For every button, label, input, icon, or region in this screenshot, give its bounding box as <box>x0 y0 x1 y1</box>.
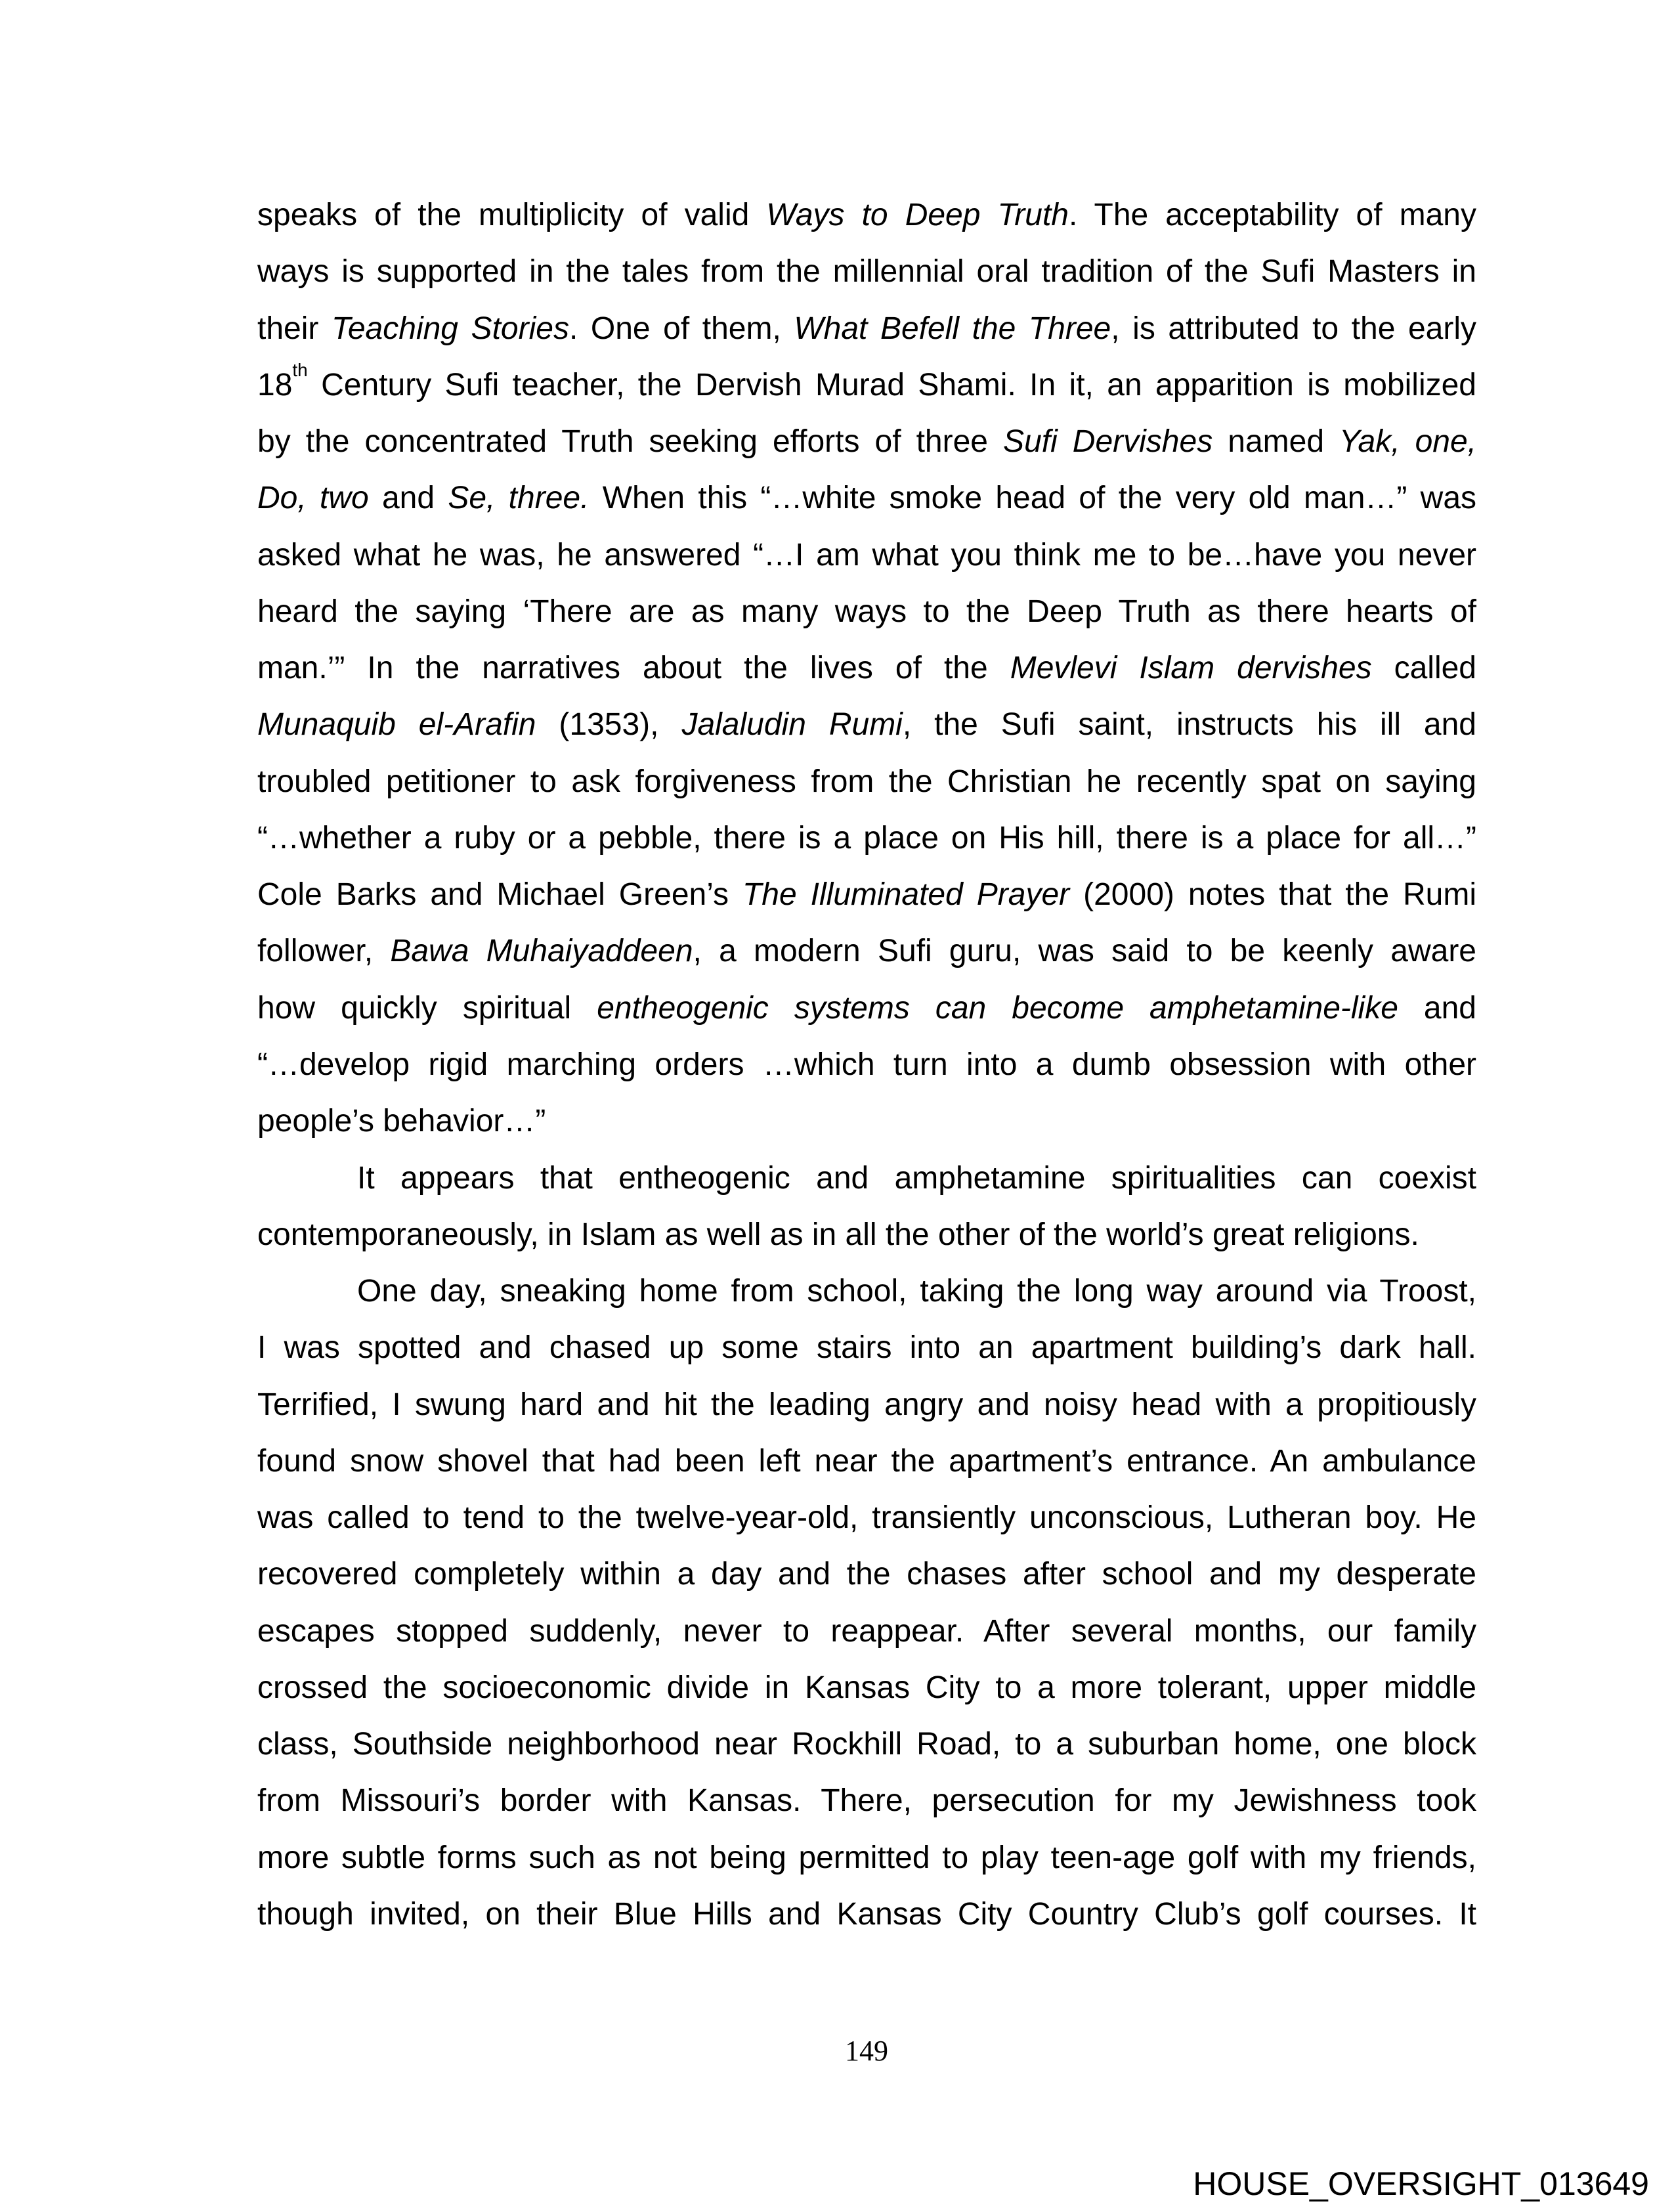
text-segment: escapes stopped suddenly, never to reappear. After several months, our family <box>257 1613 1476 1649</box>
text-line <box>257 584 1476 640</box>
text-line <box>257 1886 1476 1943</box>
text-segment: , is attributed to the early <box>1111 311 1476 346</box>
superscript-text: th <box>292 359 308 380</box>
text-line <box>257 244 1476 300</box>
italic-text: Yak, one, <box>1339 424 1476 460</box>
text-segment: It appears that entheogenic and amphetamine spiritualities can coexist <box>357 1160 1476 1196</box>
italic-text: Do, two <box>257 481 369 516</box>
text-segment: 18 <box>257 367 293 402</box>
text-segment: troubled petitioner to ask forgiveness from the Christian he recently spat on saying <box>257 764 1476 799</box>
italic-text: Ways to Deep Truth <box>766 198 1069 232</box>
text-segment: “…whether a ruby or a pebble, there is a place on His hill, there is a place for all…” <box>257 820 1476 856</box>
text-segment: , the Sufi saint, instructs his ill and <box>902 707 1476 743</box>
italic-text: The Illuminated Prayer <box>742 877 1070 913</box>
text-line <box>257 640 1476 697</box>
text-segment: though invited, on their Blue Hills and Kansas City Country Club’s golf courses. It <box>257 1896 1476 1932</box>
text-line <box>257 470 1476 527</box>
text-segment: . The acceptability of many <box>1068 198 1476 232</box>
text-line <box>257 980 1476 1037</box>
text-segment: by the concentrated Truth seeking efforts of three <box>257 424 1004 460</box>
text-segment: named <box>1213 424 1340 460</box>
text-segment: ways is supported in the tales from the millennial oral tradition of the Sufi Masters in <box>257 254 1476 290</box>
text-segment: I was spotted and chased up some stairs into an apartment building’s dark hall. <box>257 1330 1476 1366</box>
text-segment: (2000) notes that the Rumi <box>1069 877 1477 913</box>
text-line <box>257 1716 1476 1773</box>
text-line <box>257 1150 1476 1207</box>
text-line <box>257 1037 1476 1093</box>
text-segment: Terrified, I swung hard and hit the leading angry and noisy head with a propitiously <box>257 1387 1476 1422</box>
text-segment: and <box>368 481 448 516</box>
text-line <box>257 1207 1476 1263</box>
text-segment: . One of them, <box>569 311 794 346</box>
body-text <box>257 187 1476 1943</box>
text-line <box>257 1320 1476 1376</box>
text-line <box>257 1603 1476 1660</box>
text-line <box>257 1546 1476 1603</box>
document-id-footer: HOUSE_OVERSIGHT_013649 <box>1193 2165 1649 2202</box>
text-line <box>257 357 1476 414</box>
text-line <box>257 1830 1476 1886</box>
text-line <box>257 810 1476 867</box>
italic-text: Bawa Muhaiyaddeen <box>390 934 693 969</box>
text-line <box>257 1660 1476 1716</box>
text-segment: “…develop rigid marching orders …which turn into a dumb obsession with other <box>257 1047 1476 1082</box>
text-segment: recovered completely within a day and the chases after school and my desperate <box>257 1557 1476 1592</box>
italic-text: Mevlevi Islam dervishes <box>1010 651 1372 686</box>
text-segment: , a modern Sufi guru, was said to be keenly aware <box>693 934 1476 969</box>
text-line <box>257 1377 1476 1433</box>
text-segment: found snow shovel that had been left near the apartment’s entrance. An ambulance <box>257 1443 1476 1479</box>
italic-text: entheogenic systems can become amphetamine-like <box>597 990 1398 1026</box>
text-segment: asked what he was, he answered “…I am what you think me to be…have you never <box>257 537 1476 573</box>
text-segment: (1353), <box>536 707 682 743</box>
text-segment: people’s behavior…” <box>257 1104 546 1139</box>
text-segment: Cole Barks and Michael Green’s <box>257 877 742 913</box>
text-segment: follower, <box>257 934 391 969</box>
text-line <box>257 1433 1476 1490</box>
italic-text: Se, three. <box>448 481 590 516</box>
text-segment: and <box>1398 990 1476 1026</box>
text-segment: contemporaneously, in Islam as well as in all the other of the world’s great religions. <box>257 1217 1419 1252</box>
text-line <box>257 1490 1476 1546</box>
text-segment: how quickly spiritual <box>257 990 597 1026</box>
text-segment: speaks of the multiplicity of valid <box>257 198 767 232</box>
text-line <box>257 697 1476 753</box>
text-segment: more subtle forms such as not being permitted to play teen-age golf with my friends, <box>257 1840 1476 1875</box>
text-segment: their <box>257 311 332 346</box>
italic-text: Jalaludin Rumi <box>681 707 903 743</box>
text-segment: called <box>1371 651 1476 686</box>
text-line <box>257 414 1476 470</box>
text-line <box>257 754 1476 810</box>
text-segment: man.’” In the narratives about the lives of the <box>257 651 1010 686</box>
text-segment: heard the saying ‘There are as many ways to the Deep Truth as there hearts of <box>257 594 1476 629</box>
italic-text: Munaquib el-Arafin <box>257 707 536 743</box>
text-line <box>257 923 1476 980</box>
text-segment: from Missouri’s border with Kansas. There, persecution for my Jewishness took <box>257 1783 1476 1819</box>
text-segment: class, Southside neighborhood near Rockhill Road, to a suburban home, one block <box>257 1727 1476 1762</box>
italic-text: What Befell the Three <box>794 311 1111 346</box>
italic-text: Teaching Stories <box>331 311 569 346</box>
text-line <box>257 187 1476 244</box>
text-segment: crossed the socioeconomic divide in Kansas City to a more tolerant, upper middle <box>257 1670 1476 1705</box>
text-line <box>257 1773 1476 1829</box>
text-line <box>257 1263 1476 1320</box>
text-line <box>257 1093 1476 1150</box>
text-line <box>257 527 1476 584</box>
text-segment: was called to tend to the twelve-year-old, transiently unconscious, Lutheran boy. He <box>257 1500 1476 1536</box>
text-line <box>257 867 1476 923</box>
text-line <box>257 301 1476 357</box>
text-segment: Century Sufi teacher, the Dervish Murad Shami. In it, an apparition is mobilized <box>307 367 1476 402</box>
text-segment: One day, sneaking home from school, taking the long way around via Troost, <box>357 1274 1476 1309</box>
text-segment: When this “…white smoke head of the very old man…” was <box>589 481 1477 516</box>
page-number: 149 <box>845 2035 888 2067</box>
italic-text: Sufi Dervishes <box>1003 424 1213 460</box>
